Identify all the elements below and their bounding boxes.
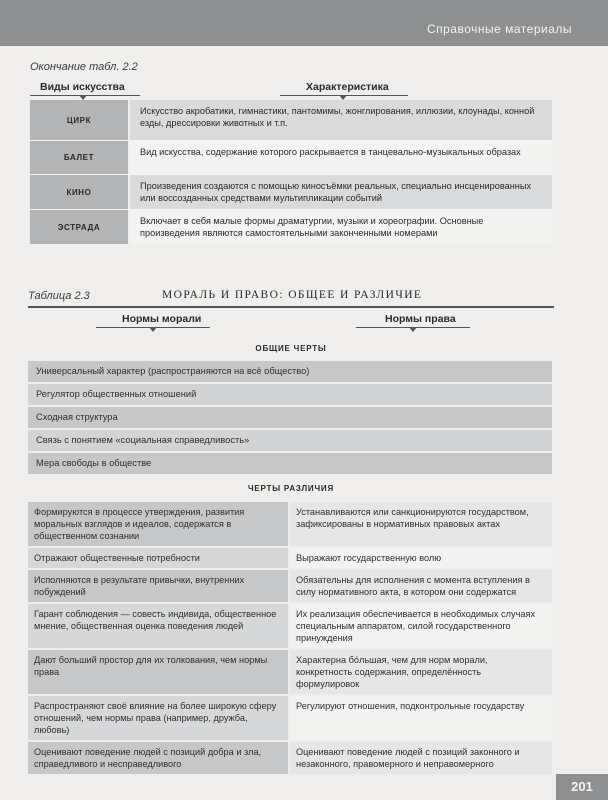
moral-cell: Отражают общественные потребности [28, 548, 290, 568]
moral-cell: Распространяют своё влияние на более широкую сферу отношений, чем нормы права (например, дружба, любовь) [28, 696, 290, 740]
table-row [30, 100, 552, 140]
header-bar [0, 0, 608, 46]
col-head-moral: Нормы морали [122, 313, 202, 325]
law-cell: Характерна бо́льшая, чем для норм морали, конкретность содержания, определённость формулировок [290, 650, 552, 694]
col-head-law-tick [409, 327, 417, 332]
list-item: Регулятор общественных отношений [28, 384, 552, 405]
differences-label: ЧЕРТЫ РАЗЛИЧИЯ [247, 484, 335, 493]
col-head-kind: Виды искусства [40, 81, 125, 93]
table-2-2 [30, 100, 552, 244]
table-row [28, 650, 552, 696]
title-rule [28, 306, 554, 308]
art-kind: БАЛЕТ [30, 141, 130, 174]
col-head-moral-tick [149, 327, 157, 332]
art-description: Произведения создаются с помощью киносъёмки реальных, специально инсценированных или воссозданных средствами мультипликации событий [130, 175, 552, 209]
table-row [28, 696, 552, 742]
table-2-3-caption: Таблица 2.3 [28, 290, 90, 302]
art-kind: ЭСТРАДА [30, 210, 130, 244]
law-cell: Регулируют отношения, подконтрольные государству [290, 696, 552, 740]
common-features-label: ОБЩИЕ ЧЕРТЫ [255, 344, 327, 353]
table-row [28, 548, 552, 570]
table-row [28, 502, 552, 548]
page-number: 201 [556, 774, 608, 800]
law-cell: Выражают государственную волю [290, 548, 552, 568]
table-row [30, 174, 552, 209]
section-title: Справочные материалы [426, 22, 572, 36]
list-item: Универсальный характер (распространяются на всё общество) [28, 361, 552, 382]
table-row [28, 570, 552, 604]
table-row [28, 604, 552, 650]
common-features-list [28, 361, 552, 476]
art-description: Искусство акробатики, гимнастики, пантомимы, жонглирования, иллюзии, клоунады, конной езды, дрессировки животных и т.п. [130, 100, 552, 140]
differences-table [28, 502, 552, 776]
moral-cell: Дают больший простор для их толкования, чем нормы права [28, 650, 290, 694]
col-head-desc: Характеристика [306, 81, 389, 93]
list-item: Сходная структура [28, 407, 552, 428]
moral-cell: Исполняются в результате привычки, внутренних побуждений [28, 570, 290, 602]
law-cell: Оценивают поведение людей с позиций законного и незаконного, правомерного и неправомерного [290, 742, 552, 774]
col-head-law: Нормы права [385, 313, 456, 325]
law-cell: Их реализация обеспечивается в необходимых случаях специальным аппаратом, силой государственного принуждения [290, 604, 552, 648]
list-item: Связь с понятием «социальная справедливость» [28, 430, 552, 451]
table-row [30, 209, 552, 244]
moral-cell: Гарант соблюдения — совесть индивида, общественное мнение, общественная оценка поведения людей [28, 604, 290, 648]
moral-cell: Оценивают поведение людей с позиций добра и зла, справедливого и несправедливого [28, 742, 290, 774]
table-2-2-caption: Окончание табл. 2.2 [30, 61, 138, 73]
art-description: Включает в себя малые формы драматургии, музыки и хореографии. Основные произведения являются самостоятельными законченными номерами [130, 210, 552, 244]
table-row [30, 140, 552, 174]
art-kind: ЦИРК [30, 100, 130, 140]
table-2-3-title: МОРАЛЬ И ПРАВО: ОБЩЕЕ И РАЗЛИЧИЕ [162, 289, 423, 301]
moral-cell: Формируются в процессе утверждения, развития моральных взглядов и идеалов, содержатся в общественном сознании [28, 502, 290, 546]
art-kind: КИНО [30, 175, 130, 209]
law-cell: Устанавливаются или санкционируются государством, зафиксированы в нормативных правовых актах [290, 502, 552, 546]
art-description: Вид искусства, содержание которого раскрывается в танцевально-музыкальных образах [130, 141, 552, 174]
table-row [28, 742, 552, 776]
list-item: Мера свободы в обществе [28, 453, 552, 474]
law-cell: Обязательны для исполнения с момента вступления в силу нормативного акта, в котором они содержатся [290, 570, 552, 602]
